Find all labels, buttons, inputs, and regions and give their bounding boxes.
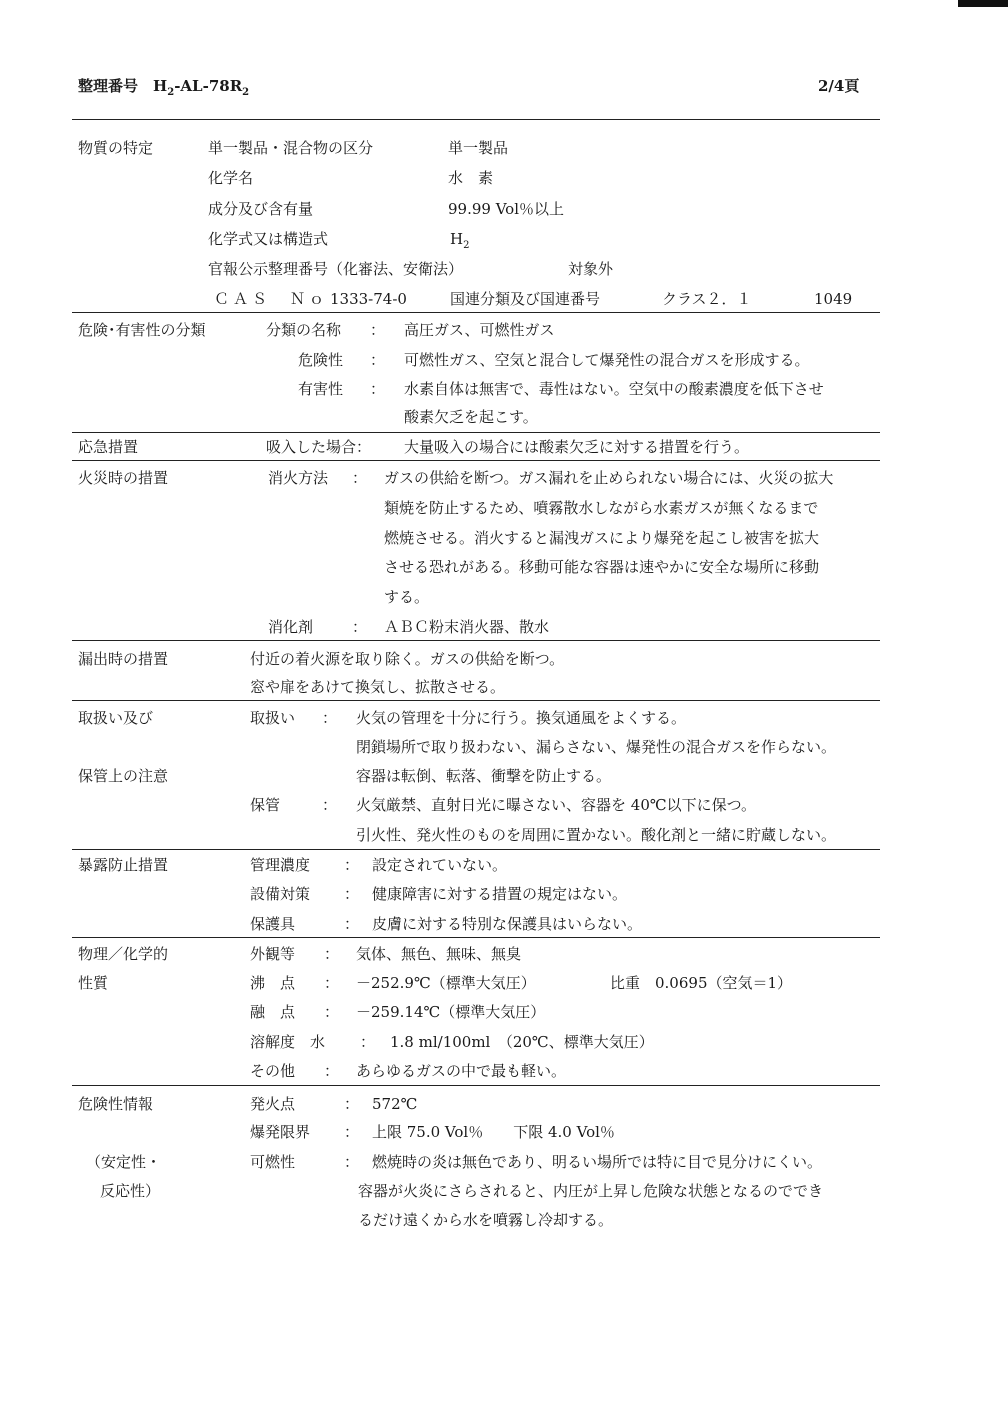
field-label: 沸 点	[250, 974, 296, 992]
field-value: する。	[384, 588, 430, 606]
colon: ：	[344, 1153, 360, 1171]
field-value: ＡＢＣ粉末消火器、散水	[384, 618, 550, 636]
field-value: 大量吸入の場合には酸素欠乏に対する措置を行う。	[404, 438, 750, 456]
divider	[72, 432, 880, 433]
section-heading-danger: 危険性情報	[78, 1095, 154, 1113]
field-value: 皮膚に対する特別な保護具はいらない。	[372, 915, 643, 933]
field-value: 容器は転倒、転落、衝撃を防止する。	[356, 767, 612, 785]
un-label: 国連分類及び国連番号	[450, 290, 601, 308]
field-value: 設定されていない。	[372, 856, 508, 874]
colon: ：	[344, 1123, 360, 1141]
divider	[72, 312, 880, 313]
section-heading-leak: 漏出時の措置	[78, 650, 169, 668]
colon: ：	[360, 1033, 376, 1051]
field-value: 引火性、発火性のものを周囲に置かない。酸化剤と一緒に貯蔵しない。	[356, 826, 837, 844]
divider	[72, 119, 880, 120]
field-value: ガスの供給を断つ。ガス漏れを止められない場合には、火災の拡大	[384, 469, 834, 487]
field-label: 外観等	[250, 945, 296, 963]
field-value: 付近の着火源を取り除く。ガスの供給を断つ。	[250, 650, 565, 668]
field-value: 572℃	[372, 1095, 418, 1113]
field-value: させる恐れがある。移動可能な容器は速やかに安全な場所に移動	[384, 558, 820, 576]
colon: ：	[344, 885, 360, 903]
field-label: 単一製品・混合物の区分	[208, 139, 374, 157]
colon: ：	[352, 618, 368, 636]
field-value: 健康障害に対する措置の規定はない。	[372, 885, 628, 903]
field-value: 火気の管理を十分に行う。換気通風をよくする。	[356, 709, 687, 727]
colon: ：	[324, 945, 340, 963]
field-value: 対象外	[568, 260, 614, 278]
corner-mark	[958, 0, 1008, 7]
field-value: 容器が火炎にさらされると、内圧が上昇し危険な状態となるのででき	[358, 1182, 824, 1200]
field-value: 水 素	[448, 169, 494, 187]
field-label: 管理濃度	[250, 856, 311, 874]
colon: ：	[370, 351, 386, 369]
field-label: 化学式又は構造式	[208, 230, 329, 248]
field-value: あらゆるガスの中で最も軽い。	[356, 1062, 567, 1080]
divider	[72, 1085, 880, 1086]
colon: ：	[324, 1062, 340, 1080]
section-heading-storage: 保管上の注意	[78, 767, 169, 785]
colon: ：	[324, 1003, 340, 1021]
cas-label: ＣＡＳ Ｎｏ	[214, 290, 329, 308]
field-label: 消化剤	[268, 618, 314, 636]
section-heading-exposure: 暴露防止措置	[78, 856, 169, 874]
field-label: 有害性	[298, 380, 344, 398]
field-value: －252.9℃（標準大気圧）	[356, 974, 536, 992]
field-label: 可燃性	[250, 1153, 296, 1171]
divider	[72, 849, 880, 850]
field-label: 爆発限界	[250, 1123, 311, 1141]
field-label: 保管	[250, 796, 281, 814]
colon: ：	[322, 709, 338, 727]
section-subheading: 反応性）	[100, 1182, 161, 1200]
field-value: 類焼を防止するため、噴霧散水しながら水素ガスが無くなるまで	[384, 499, 819, 517]
divider	[72, 640, 880, 641]
cas-number: 1333-74-0	[330, 290, 407, 308]
field-label: 危険性	[298, 351, 344, 369]
field-value: 可燃性ガス、空気と混合して爆発性の混合ガスを形成する。	[404, 351, 810, 369]
field-label: 官報公示整理番号（化審法、安衛法）	[208, 260, 464, 278]
field-value: 99.99 Vol％以上	[448, 200, 564, 218]
section-heading-fire: 火災時の措置	[78, 469, 169, 487]
field-label: 成分及び含有量	[208, 200, 314, 218]
un-number: 1049	[814, 290, 853, 308]
colon: ：	[352, 469, 368, 487]
field-value: －259.14℃（標準大気圧）	[356, 1003, 546, 1021]
field-value: 1.8 ml/100ml （20℃、標準大気圧）	[390, 1033, 654, 1051]
field-value: 上限 75.0 Vol％ 下限 4.0 Vol％	[372, 1123, 615, 1141]
colon: ：	[344, 856, 360, 874]
section-heading-handling: 取扱い及び	[78, 709, 154, 727]
colon: ：	[370, 321, 386, 339]
divider	[72, 460, 880, 461]
field-label: 融 点	[250, 1003, 296, 1021]
field-value: 火気厳禁、直射日光に曝さない、容器を 40℃以下に保つ。	[356, 796, 757, 814]
divider	[72, 937, 880, 938]
section-heading-physical: 物理／化学的	[78, 945, 169, 963]
field-value: 酸素欠乏を起こす。	[404, 408, 538, 426]
field-value: るだけ遠くから水を噴霧し冷却する。	[358, 1211, 614, 1229]
field-label: その他	[250, 1062, 296, 1080]
section-heading-identity: 物質の特定	[78, 139, 154, 157]
section-heading-first-aid: 応急措置	[78, 438, 139, 456]
colon: ：	[344, 1095, 360, 1113]
field-label: 化学名	[208, 169, 254, 187]
chemical-formula: $H_2$	[450, 230, 470, 251]
un-class: クラス２．１	[662, 290, 752, 308]
field-label: 吸入した場合：	[266, 438, 372, 456]
field-label: 設備対策	[250, 885, 311, 903]
section-heading-properties: 性質	[78, 974, 109, 992]
field-label: 消火方法	[268, 469, 329, 487]
page-number: 2/4頁	[818, 77, 860, 95]
colon: ：	[370, 380, 386, 398]
field-value: 気体、無色、無味、無臭	[356, 945, 522, 963]
document-number-label: 整理番号	[78, 77, 139, 95]
colon: ：	[344, 915, 360, 933]
field-value: 単一製品	[448, 139, 509, 157]
divider	[72, 700, 880, 701]
field-label: 分類の名称	[266, 321, 342, 339]
field-value: 高圧ガス、可燃性ガス	[404, 321, 555, 339]
colon: ：	[322, 796, 338, 814]
field-label: 取扱い	[250, 709, 296, 727]
section-heading-hazard: 危険･有害性の分類	[78, 321, 206, 339]
field-value: 燃焼させる。消火すると漏洩ガスにより爆発を起こし被害を拡大	[384, 529, 820, 547]
field-label: 保護具	[250, 915, 296, 933]
colon: ：	[324, 974, 340, 992]
field-value: 閉鎖場所で取り扱わない、漏らさない、爆発性の混合ガスを作らない。	[356, 738, 837, 756]
section-subheading: （安定性・	[86, 1153, 162, 1171]
field-value: 水素自体は無害で、毒性はない。空気中の酸素濃度を低下させ	[404, 380, 824, 398]
field-label: 発火点	[250, 1095, 296, 1113]
field-value: 比重 0.0695（空気＝1）	[610, 974, 793, 992]
field-value: 燃焼時の炎は無色であり、明るい場所では特に目で見分けにくい。	[372, 1153, 823, 1171]
field-label: 溶解度 水	[250, 1033, 326, 1051]
document-number: 整理番号 $H_2-AL-78R_2$	[78, 77, 250, 98]
field-value: 窓や扉をあけて換気し、拡散させる。	[250, 678, 506, 696]
